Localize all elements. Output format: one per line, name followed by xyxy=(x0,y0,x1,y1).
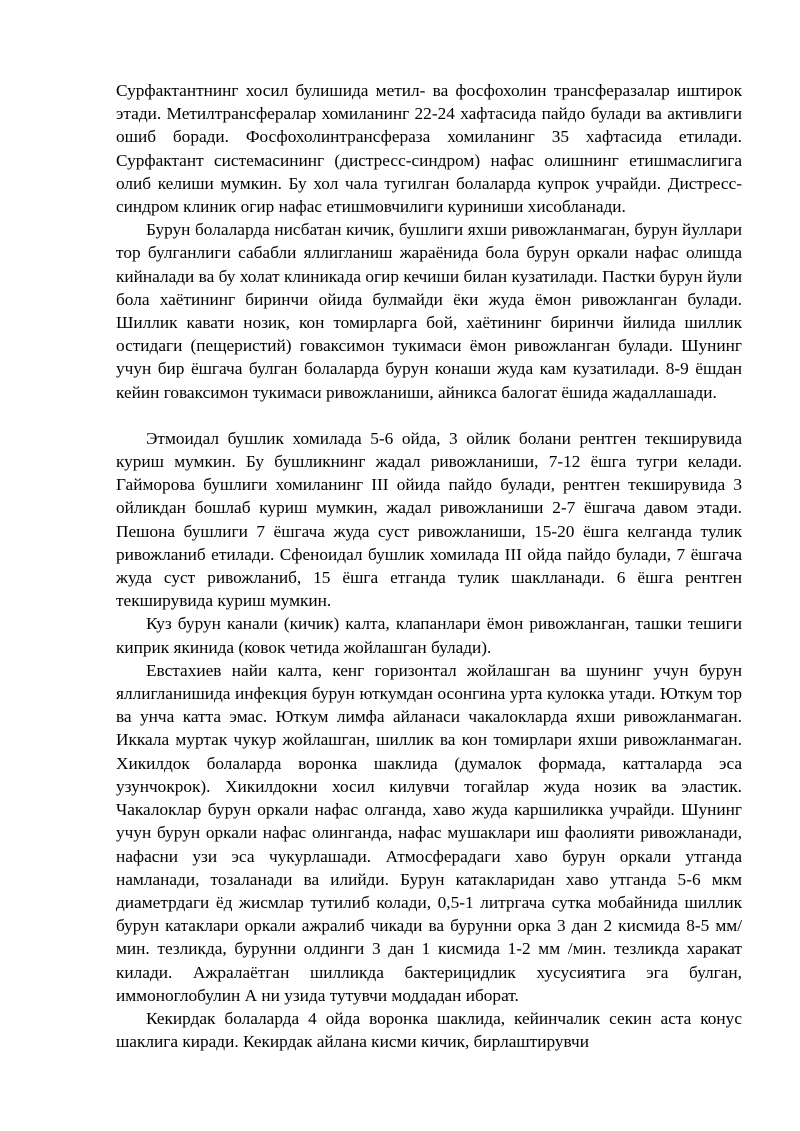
paragraph-sinuses: Этмоидал бушлик хомилада 5-6 ойда, 3 ойлик болани рентген текширувида куриш мумкин. Бу бушликнинг жадал ривожланиши, 7-12 ёшга тугри келади. Гайморова бушлиги хомиланинг III ойида пайдо булади, рентген текширувида 3 ойликдан бошлаб куриш мумкин, жадал ривожланиши 2-7 ёшгача давом этади. Пешона бушлиги 7 ёшгача жуда суст ривожланиши, 15-20 ёшга келганда тулик ривожланиб етилади. Сфеноидал бушлик хомилада III ойда пайдо булади, 7 ёшгача жуда суст ривожланиб, 15 ёшга етганда тулик шаклланади. 6 ёшга рентген текширувида куриш мумкин. xyxy=(116,428,742,611)
paragraph-nasolacrimal-canal: Куз бурун канали (кичик) калта, клапанлари ёмон ривожланган, ташки тешиги киприк якинида (ковок четида жойлашган булади). xyxy=(116,614,742,657)
paragraph-surfactant: Сурфактантнинг хосил булишида метил- ва фосфохолин трансферазалар иштирок этади. Метилтрансфералар хомиланинг 22-24 хафтасида пайдо булади ва активлиги ошиб боради. Фосфохолинтрансфераза хомиланинг 35 хафтасида етилади. Сурфактант системасининг (дистресс-синдром) нафас олишнинг етишмаслигига олиб келиши мумкин. Бу хол чала тугилган болаларда купрок учрайди. Дистресс-синдром клиник огир нафас етишмовчилиги куриниши хисобланади. xyxy=(116,81,742,217)
paragraph-eustachian-tube: Евстахиев найи калта, кенг горизонтал жойлашган ва шунинг учун бурун яллигланишида инфекция бурун юткумдан осонгина урта кулокка утади. Юткум тор ва унча катта эмас. Юткум лимфа айланаси чакалокларда яхши ривожланмаган. Иккала муртак чукур жойлашган, шиллик ва кон томирлари яхши ривожланмаган. Хикилдок болаларда воронка шаклида (думалок формада, катталарда эса узунчокрок). Хикилдокни хосил килувчи тогайлар жуда нозик ва эластик. Чакалоклар бурун оркали нафас олганда, хаво жуда каршиликка учрайди. Шунинг учун бурун оркали нафас олинганда, нафас мушаклари иш фаолияти ривожланади, нафасни узи эса чукурлашади. Атмосферадаги хаво бурун оркали утганда намланади, тозаланади ва илийди. Бурун катакларидан хаво утганда 5-6 мкм диаметрдаги ёд жисмлар тутилиб колади, 0,5-1 литргача сутка мобайнида шиллик бурун катаклари оркали ажралиб чикади ва бурунни орка 3 дан 2 кисмида 8-5 мм/мин. тезликда, бурунни олдинги 3 дан 1 кисмида 1-2 мм /мин. тезликда харакат килади. Ажралаётган шилликда бактерицидлик хусусиятига эга булган, иммоноглобулин А ни узида тутувчи моддадан иборат. xyxy=(116,660,742,1005)
paragraph-trachea: Кекирдак болаларда 4 ойда воронка шаклида, кейинчалик секин аста конус шаклига киради. Кекирдак айлана кисми кичик, бирлаштирувчи xyxy=(116,1008,742,1052)
document-page xyxy=(116,79,742,1053)
paragraph-gap xyxy=(116,404,742,427)
paragraph-nose: Бурун болаларда нисбатан кичик, бушлиги яхши ривожланмаган, бурун йуллари тор булганлиги сабабли яллигланиш жараёнида бола бурун оркали нафас олишда кийналади ва бу холат клиникада огир кечиши билан кузатилади. Пастки бурун йули бола хаётининг биринчи ойида булмайди ёки жуда ёмон ривожланган булади. Шиллик кавати нозик, кон томирларга бой, хаётининг биринчи йилида шиллик остидаги (пещеристий) говаксимон тукимаси ёмон ривожланган булади. Шунинг учун бир ёшгача булган болаларда бурун конаши жуда кам кузатилади. 8-9 ёшдан кейин говаксимон тукимаси ривожланиши, айникса балогат ёшида жадаллашади. xyxy=(116,220,742,402)
